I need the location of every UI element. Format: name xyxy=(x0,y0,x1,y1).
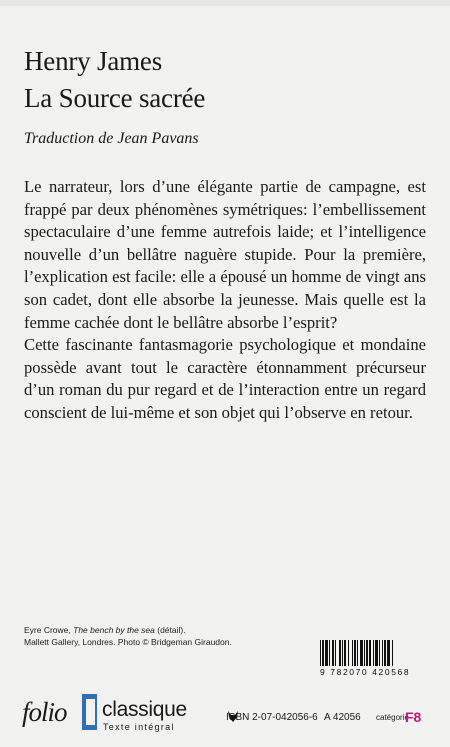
credit-work: The bench by the sea xyxy=(73,625,155,635)
credit-artist: Eyre Crowe, xyxy=(24,625,74,635)
barcode-number: 9 782070 420568 xyxy=(320,667,411,677)
logo-classique: classique xyxy=(102,698,187,721)
category-label: catégorie xyxy=(376,713,409,722)
book-title: La Source sacrée xyxy=(24,83,206,113)
logo-folio: folio xyxy=(22,697,67,727)
credit-gallery: Mallett Gallery, Londres. Photo © Bridgeman Giraudon. xyxy=(24,637,232,647)
blurb-paragraph: Cette fascinante fantasmagorie psychologique et mondaine possède avant tout le caractère étonnamment précurseur d’un roman du pur regard et de l’interaction entre un regard conscient de lui-même et son objet qui l’observe en retour. xyxy=(24,335,426,422)
folio-bracket-icon xyxy=(82,694,97,730)
barcode xyxy=(318,640,430,677)
isbn: ISBN 2-07-042056-6 xyxy=(226,712,318,723)
publisher-logo xyxy=(22,694,192,734)
book-info-line xyxy=(226,709,436,729)
translation-credit: Traduction de Jean Pavans xyxy=(24,130,199,147)
back-cover-blurb xyxy=(24,176,426,425)
credit-work-suffix: (détail). xyxy=(154,625,186,635)
price-category: F8 xyxy=(405,709,422,725)
blurb-paragraph: Le narrateur, lors d’une élégante partie de campagne, est frappé par deux phénomènes symétriques: l’embellissement spectaculaire d’une femme autrefois laide; et l’intelligence nouvelle d’un bellâtre naguère stupide. Pour la première, l’explication est facile: elle a épousé un homme de vingt ans son cadet, dont elle absorbe la jeunesse. Mais quelle est la femme cachée dont le bellâtre absorbe l’esprit? xyxy=(24,177,426,332)
top-edge xyxy=(0,0,450,6)
barcode-bars-icon xyxy=(318,640,428,666)
product-code: A 42056 xyxy=(324,712,361,723)
book-author: Henry James xyxy=(24,46,163,76)
cover-image-credit xyxy=(24,624,324,648)
logo-texte-integral: Texte intégral xyxy=(103,722,175,732)
